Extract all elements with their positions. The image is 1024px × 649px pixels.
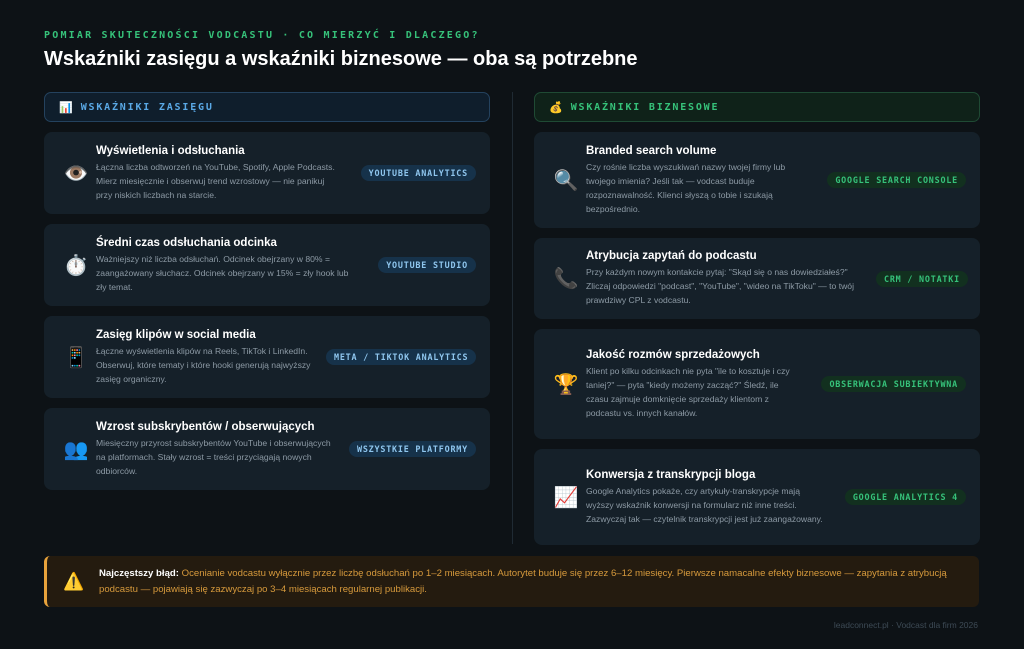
source-badge: YOUTUBE ANALYTICS [361, 165, 476, 181]
common-mistake-label: Najczęstszy błąd: [99, 567, 179, 579]
metric-description: Miesięczny przyrost subskrybentów YouTube i obserwujących na platformach. Stały wzrost = treści przyciągają nowych odbiorców. [96, 437, 331, 476]
source-badge: GOOGLE SEARCH CONSOLE [827, 172, 966, 188]
common-mistake-callout [44, 556, 979, 607]
metric-card-avg-listen-time [44, 224, 490, 306]
metric-card-sales-conversation-quality [534, 329, 980, 439]
common-mistake-text [99, 566, 965, 598]
trend-chart-icon: 📈 [553, 486, 579, 509]
metric-title: Branded search volume [586, 144, 717, 157]
metric-title: Wyświetlenia i odsłuchania [96, 144, 245, 157]
source-badge: WSZYSTKIE PLATFORMY [349, 441, 476, 457]
column-divider [512, 92, 513, 544]
footer-credit: leadconnect.pl · Vodcast dla firm 2026 [833, 620, 978, 630]
money-bag-icon: 💰 [549, 100, 563, 114]
phone-icon: 📞 [553, 268, 579, 290]
source-badge: OBSERWACJA SUBIEKTYWNA [821, 376, 966, 392]
metric-title: Konwersja z transkrypcji bloga [586, 468, 756, 481]
metric-description: Łączne wyświetlenia klipów na Reels, TikTok i LinkedIn. Obserwuj, które tematy i które hooki generują najwyższy zasięg organiczny. [96, 345, 311, 384]
metric-title: Jakość rozmów sprzedażowych [586, 348, 760, 361]
metric-title: Średni czas odsłuchania odcinka [96, 236, 277, 249]
business-metrics-header [534, 92, 980, 122]
metric-card-branded-search [534, 132, 980, 228]
reach-metrics-column [44, 92, 490, 490]
metric-card-clip-reach [44, 316, 490, 398]
reach-metrics-header [44, 92, 490, 122]
metric-title: Wzrost subskrybentów / obserwujących [96, 420, 315, 433]
mobile-phone-icon: 📱 [63, 346, 89, 369]
metric-description: Klient po kilku odcinkach nie pyta "ile to kosztuje i czy taniej?" — pyta "kiedy możemy zacząć?" Śledź, ile czasu zajmuje domknięcie sprzedaży klientom z podcastu vs. innych kanałów. [586, 365, 790, 418]
metric-title: Zasięg klipów w social media [96, 328, 256, 341]
stopwatch-icon: ⏱️ [63, 254, 89, 277]
metric-title: Atrybucja zapytań do podcastu [586, 250, 757, 262]
eye-icon: 👁️ [63, 162, 89, 185]
users-icon: 👥 [63, 438, 89, 461]
common-mistake-body: Ocenianie vodcastu wyłącznie przez liczbę odsłuchań po 1–2 miesiącach. Autorytet buduje się przez 6–12 miesięcy. Pierwsze namacalne efekty biznesowe — zapytania z atrybucją podcastu — pojawiają się zazwyczaj po 3–4 miesiącach regularnej publikacji. [99, 567, 947, 595]
source-badge: CRM / NOTATKI [876, 271, 968, 287]
warning-icon: ⚠️ [63, 571, 85, 591]
metric-card-inquiry-attribution [534, 238, 980, 319]
metric-description: Czy rośnie liczba wyszukiwań nazwy twojej firmy lub twojego imienia? Jeśli tak — vodcast buduje rozpoznawalność. Klienci słyszą o tobie i szukają bezpośrednio. [586, 161, 786, 214]
metric-description: Przy każdym nowym kontakcie pytaj: "Skąd się o nas dowiedziałeś?" Zliczaj odpowiedzi "podcast", "YouTube", "wideo na TikToku" — to twój prawdziwy CPL z vodcastu. [586, 267, 854, 305]
metric-card-views [44, 132, 490, 214]
metric-description: Ważniejszy niż liczba odsłuchań. Odcinek obejrzany w 80% = zaangażowany słuchacz. Odcinek obejrzany w 15% = zły hook lub zły temat. [96, 253, 349, 292]
trophy-icon: 🏆 [553, 373, 579, 396]
metric-description: Google Analytics pokaże, czy artykuły-transkrypcje mają wyższy wskaźnik konwersji na formularz niż inne treści. Zazwyczaj tak — czytelnik transkrypcji jest już zaangażowany. [586, 485, 823, 524]
business-metrics-column [534, 92, 980, 545]
magnifier-icon: 🔍 [553, 169, 579, 192]
source-badge: META / TIKTOK ANALYTICS [326, 349, 476, 365]
source-badge: YOUTUBE STUDIO [378, 257, 476, 273]
page-title: Wskaźniki zasięgu a wskaźniki biznesowe — oba są potrzebne [44, 48, 638, 70]
reach-metrics-heading: WSKAŹNIKI ZASIĘGU [80, 101, 214, 113]
bar-chart-icon: 📊 [59, 100, 73, 114]
source-badge: GOOGLE ANALYTICS 4 [845, 489, 966, 505]
metric-card-subscriber-growth [44, 408, 490, 490]
business-metrics-heading: WSKAŹNIKI BIZNESOWE [570, 101, 720, 113]
metric-description: Łączna liczba odtworzeń na YouTube, Spotify, Apple Podcasts. Mierz miesięcznie i obserwuj trend wzrostowy — nie panikuj przy niskich liczbach na starcie. [96, 161, 335, 200]
page-kicker: POMIAR SKUTECZNOŚCI VODCASTU · CO MIERZYĆ I DLACZEGO? [44, 30, 480, 41]
metric-card-blog-transcript-conversion [534, 449, 980, 545]
